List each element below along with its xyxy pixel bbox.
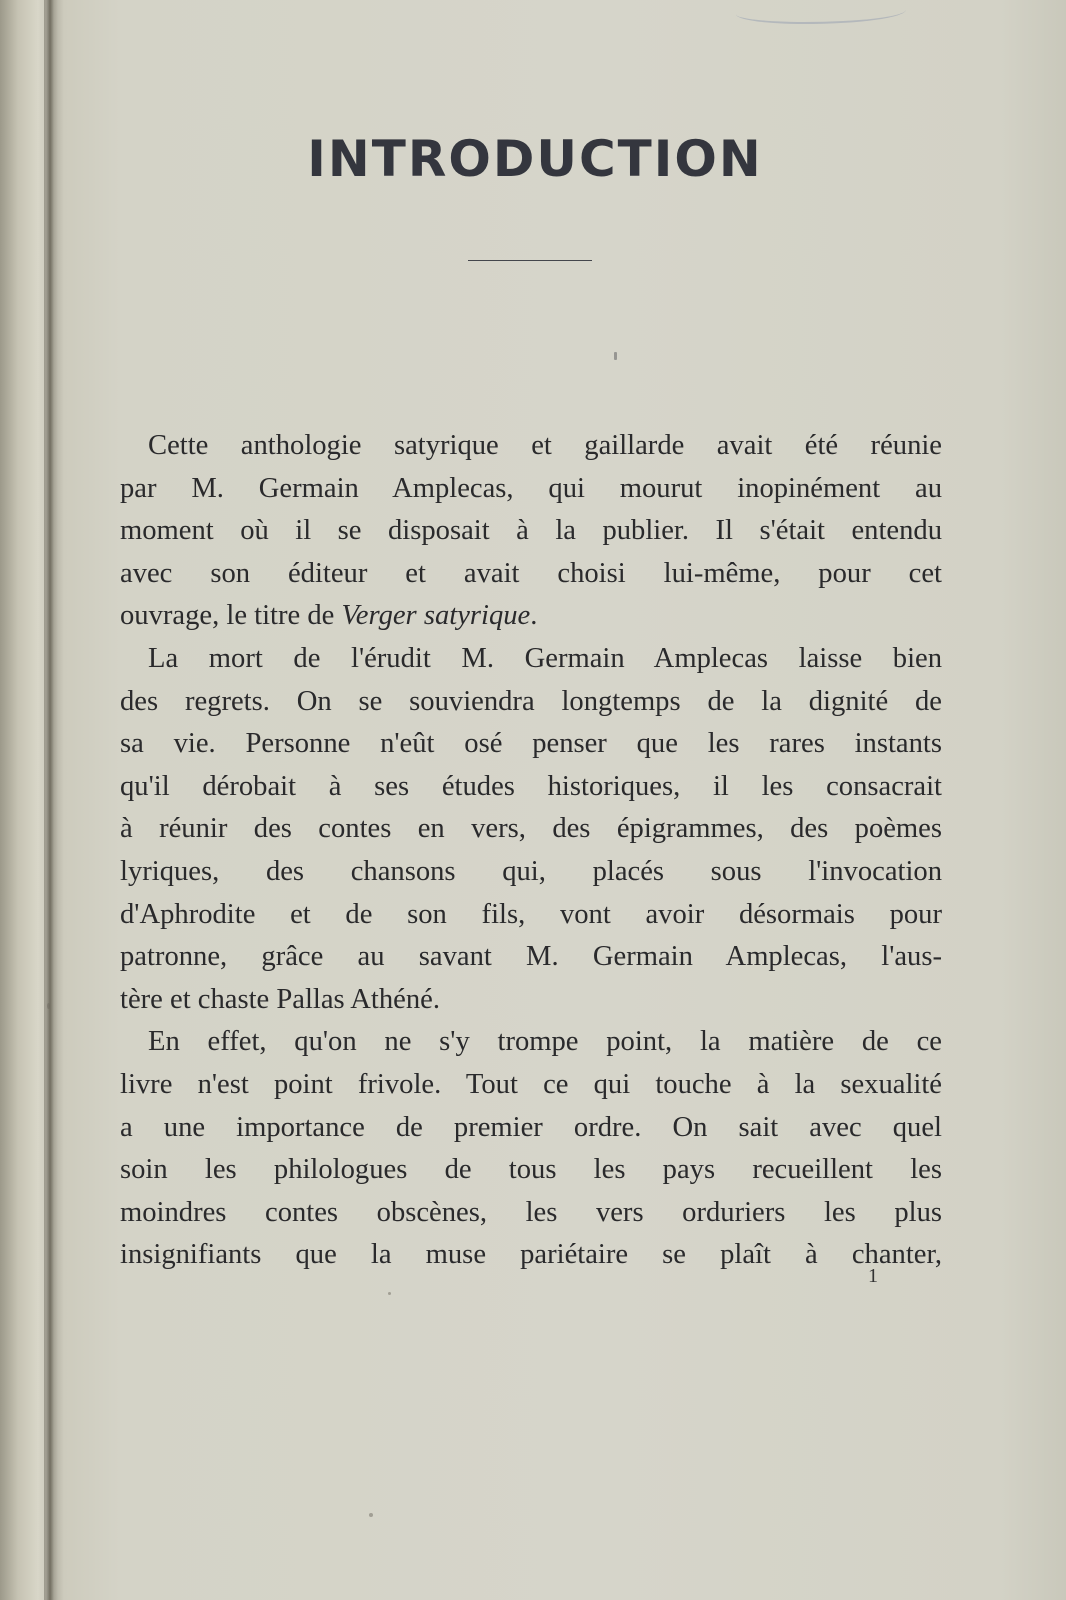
- text-line: insignifiants que la muse pariétaire se plaît à chanter,: [120, 1239, 942, 1271]
- page-title: INTRODUCTION: [307, 130, 763, 188]
- text-line: d'Aphrodite et de son fils, vont avoir désormais pour: [120, 898, 942, 930]
- text-line: a une importance de premier ordre. On sait avec quel: [120, 1111, 942, 1143]
- text-line: avec son éditeur et avait choisi lui-même, pour cet: [120, 557, 942, 589]
- text-line: à réunir des contes en vers, des épigrammes, des poèmes: [120, 813, 942, 845]
- paper-speck: [388, 1292, 391, 1295]
- text-line: qu'il dérobait à ses études historiques, il les consacrait: [120, 770, 942, 802]
- text-line: sa vie. Personne n'eût osé penser que les rares instants: [120, 728, 942, 760]
- paper-speck: [47, 1003, 50, 1009]
- page-number: 1: [868, 1265, 878, 1287]
- text-line: patronne, grâce au savant M. Germain Amplecas, l'aus-: [120, 941, 942, 973]
- text-line: En effet, qu'on ne s'y trompe point, la matière de ce: [148, 1026, 942, 1058]
- text-line: par M. Germain Amplecas, qui mourut inopinément au: [120, 472, 942, 504]
- paragraph-3: [120, 1021, 942, 1277]
- text-line: tère et chaste Pallas Athéné.: [120, 983, 440, 1015]
- text-run: ouvrage, le titre de: [120, 600, 342, 632]
- ink-speck: [614, 352, 617, 360]
- book-title-italic: Verger satyrique: [341, 600, 531, 632]
- paragraph-1: [120, 425, 942, 638]
- text-line: livre n'est point frivole. Tout ce qui touche à la sexualité: [120, 1068, 942, 1100]
- gutter-shadow: [44, 0, 58, 1600]
- text-line: Cette anthologie satyrique et gaillarde avait été réunie: [148, 430, 942, 461]
- book-page: [120, 0, 950, 1600]
- text-line: des regrets. On se souviendra longtemps de la dignité de: [120, 685, 942, 717]
- paragraph-2: [120, 638, 942, 1021]
- paper-speck: [369, 1513, 373, 1517]
- text-line: La mort de l'érudit M. Germain Amplecas laisse bien: [148, 642, 942, 674]
- text-line: moment où il se disposait à la publier. Il s'était entendu: [120, 515, 942, 547]
- text-line: [120, 595, 942, 638]
- text-run: .: [530, 600, 538, 632]
- text-line: moindres contes obscènes, les vers orduriers les plus: [120, 1196, 942, 1228]
- title-rule: [468, 260, 592, 261]
- text-line: lyriques, des chansons qui, placés sous l'invocation: [120, 855, 942, 887]
- body-text: [120, 425, 942, 1277]
- text-line: soin les philologues de tous les pays recueillent les: [120, 1154, 942, 1186]
